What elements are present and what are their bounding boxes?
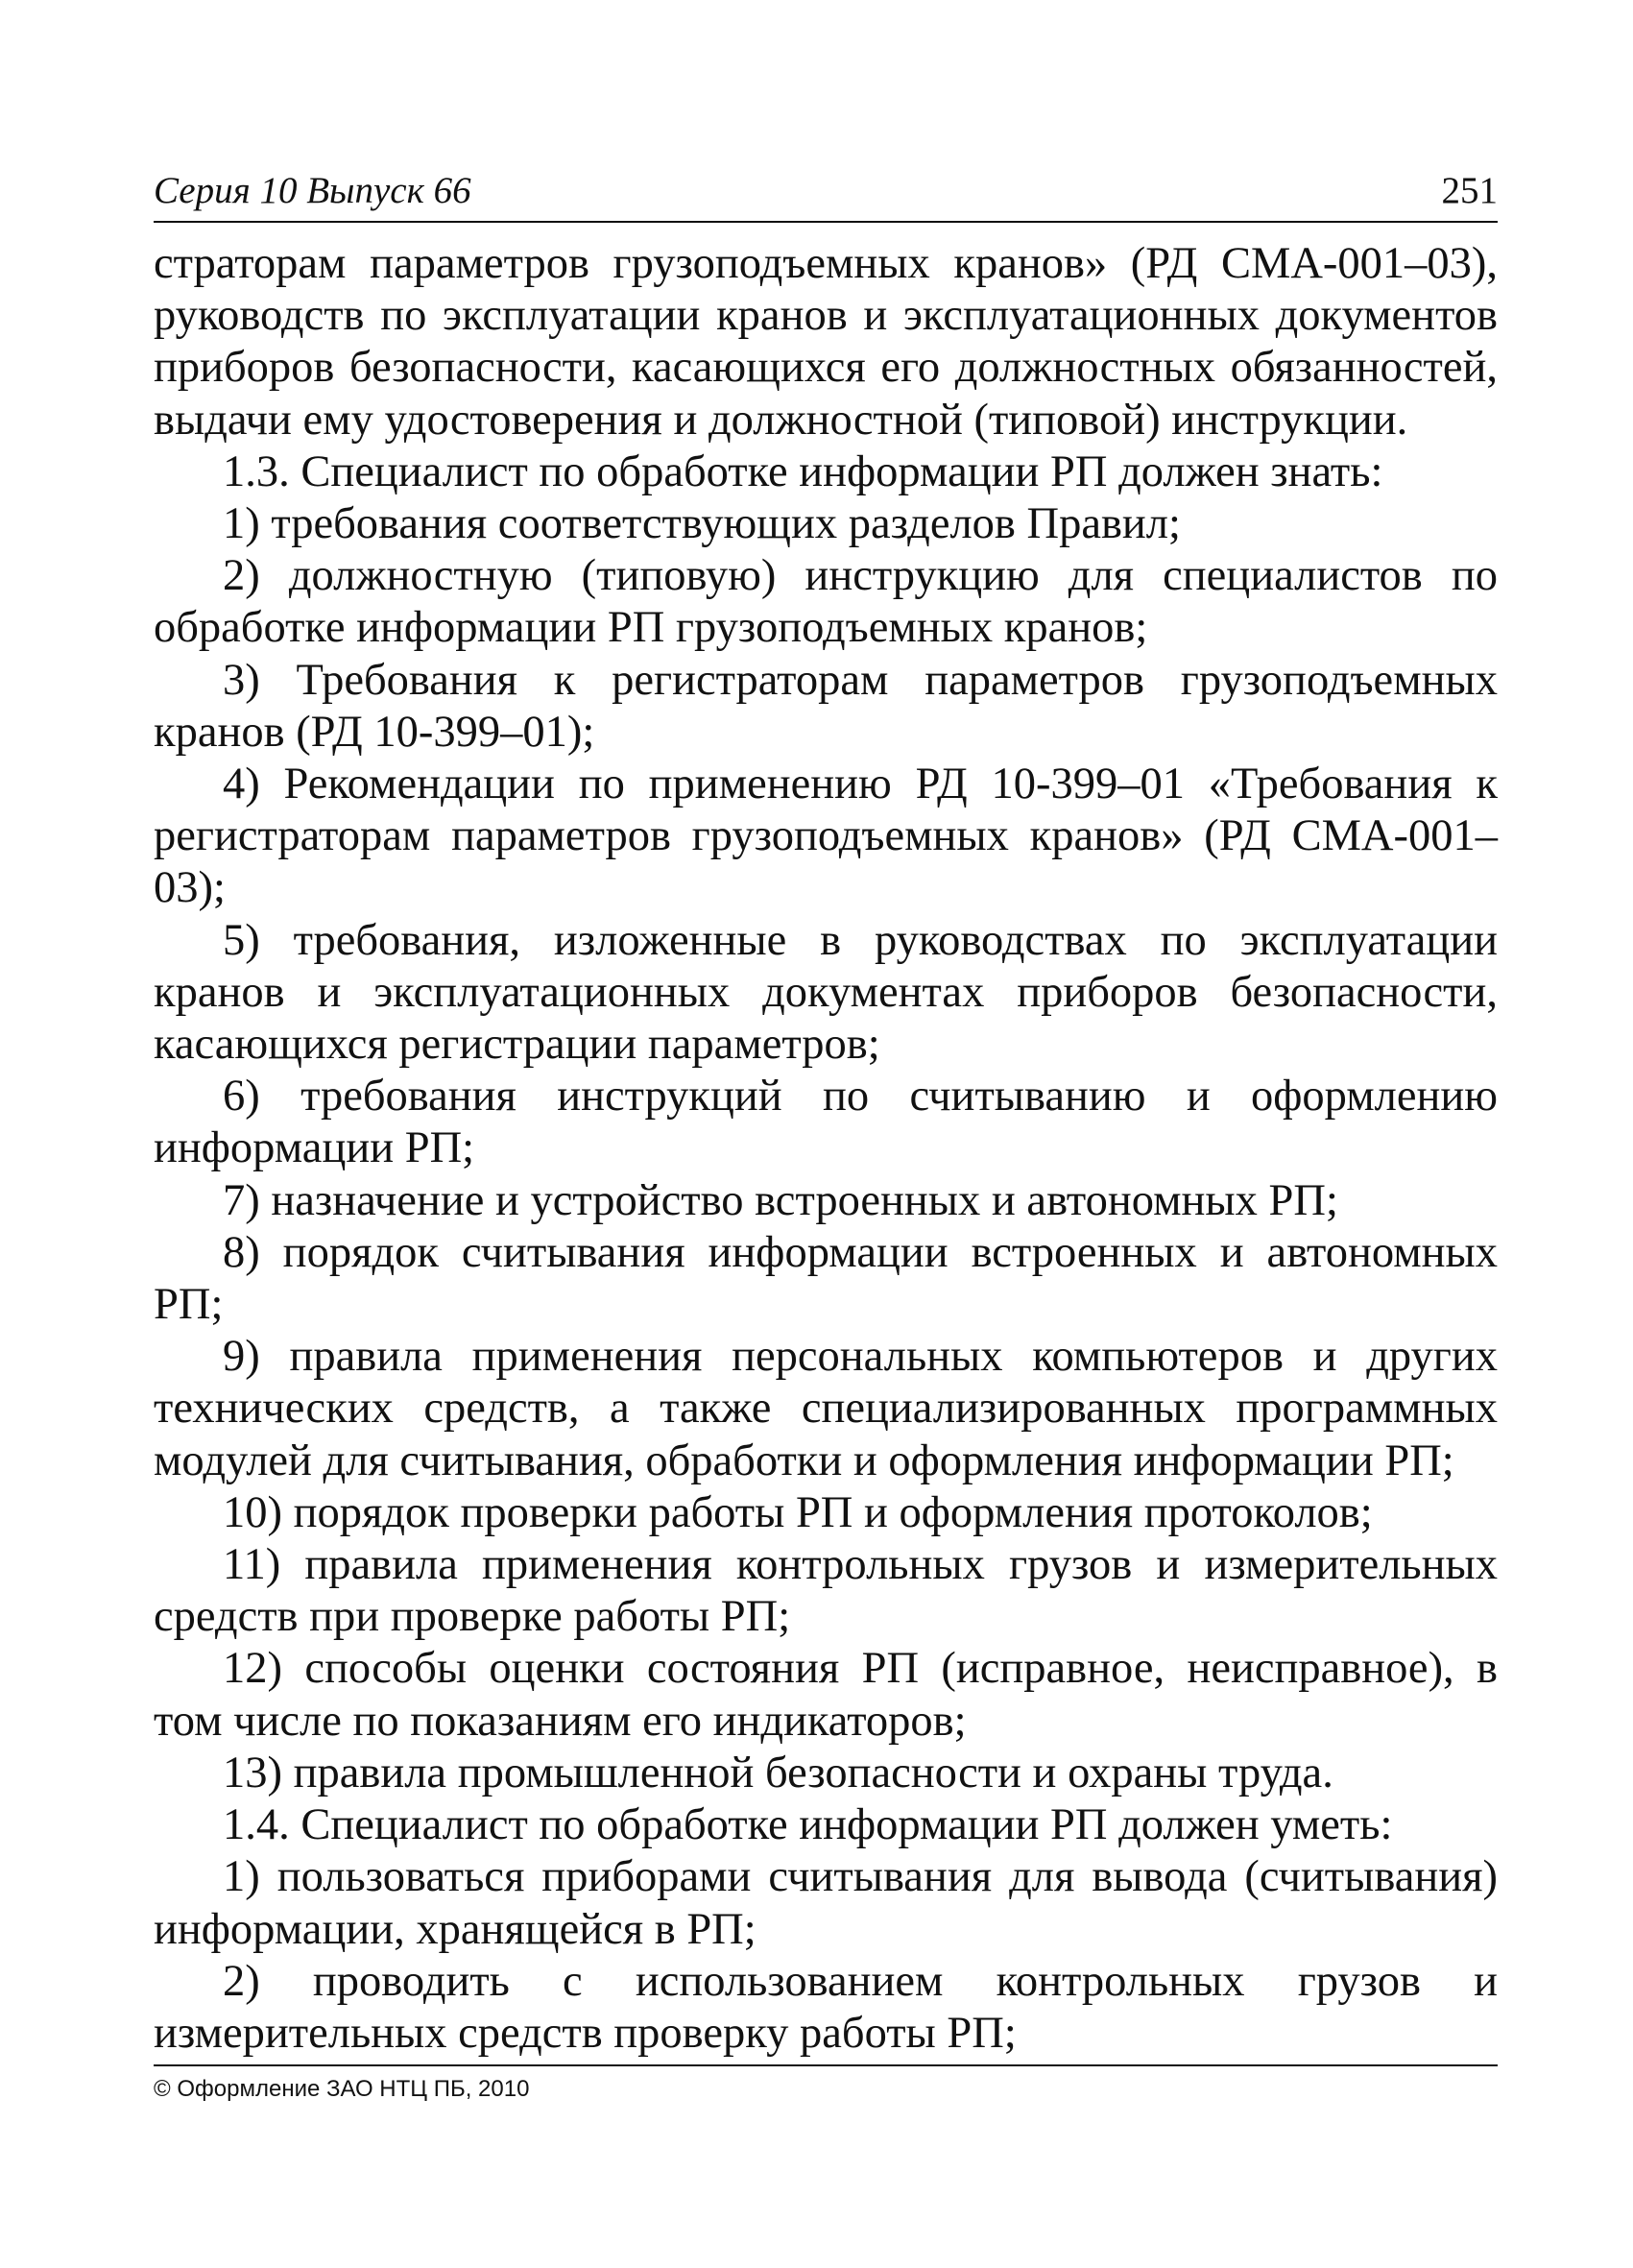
list-item: 7) назначение и устройство встроенных и автономных РП; [223,1175,1338,1225]
list-item: 4) Рекомендации по применению РД 10-399–01 «Требования к регистраторам параметров грузоподъемных кранов» (РД СМА-001–03); [154,760,1498,913]
list-item: 11) правила применения контрольных грузов и измерительных средств при проверке работы РП; [154,1540,1498,1642]
list-item: 1) пользоваться приборами считывания для вывода (считывания) информации, хранящейся в РП; [154,1852,1498,1954]
paragraph: 1.4. Специалист по обработке информации РП должен уметь: [223,1800,1393,1850]
list-item: 5) требования, изложенные в руководствах по эксплуатации кранов и эксплуатационных документах приборов безопасности, касающихся регистрации параметров; [154,915,1498,1070]
list-item: 10) порядок проверки работы РП и оформления протоколов; [223,1487,1373,1537]
list-item: 8) порядок считывания информации встроенных и автономных РП; [154,1227,1498,1330]
list-item: 12) способы оценки состояния РП (исправное, неисправное), в том числе по показаниям его индикаторов; [154,1644,1498,1746]
body-text [154,238,1498,2060]
running-header [154,163,1498,223]
paragraph: 1.3. Специалист по обработке информации РП должен знать: [223,446,1383,496]
list-item: 2) должностную (типовую) инструкцию для специалистов по обработке информации РП грузоподъемных кранов; [154,551,1498,653]
list-item: 2) проводить с использованием контрольных грузов и измерительных средств проверку работы РП; [154,1956,1498,2058]
list-item: 13) правила промышленной безопасности и охраны труда. [223,1748,1333,1798]
copyright-notice: © Оформление ЗАО НТЦ ПБ, 2010 [154,2076,530,2102]
paragraph: страторам параметров грузоподъемных кранов» (РД СМА-001–03), руководств по эксплуатации кранов и эксплуатационных документов приборов безопасности, касающихся его должностных обязанностей, выдачи ему удостоверения и должностной (типовой) инструкции. [154,239,1498,445]
list-item: 9) правила применения персональных компьютеров и других технических средств, а также специализированных программных модулей для считывания, обработки и оформления информации РП; [154,1332,1498,1485]
page-number: 251 [1441,170,1498,211]
list-item: 3) Требования к регистраторам параметров грузоподъемных кранов (РД 10-399–01); [154,655,1498,757]
page-footer [154,2064,1498,2102]
list-item: 6) требования инструкций по считыванию и оформлению информации РП; [154,1072,1498,1173]
series-title: Серия 10 Выпуск 66 [154,170,471,211]
list-item: 1) требования соответствующих разделов Правил; [223,499,1181,549]
